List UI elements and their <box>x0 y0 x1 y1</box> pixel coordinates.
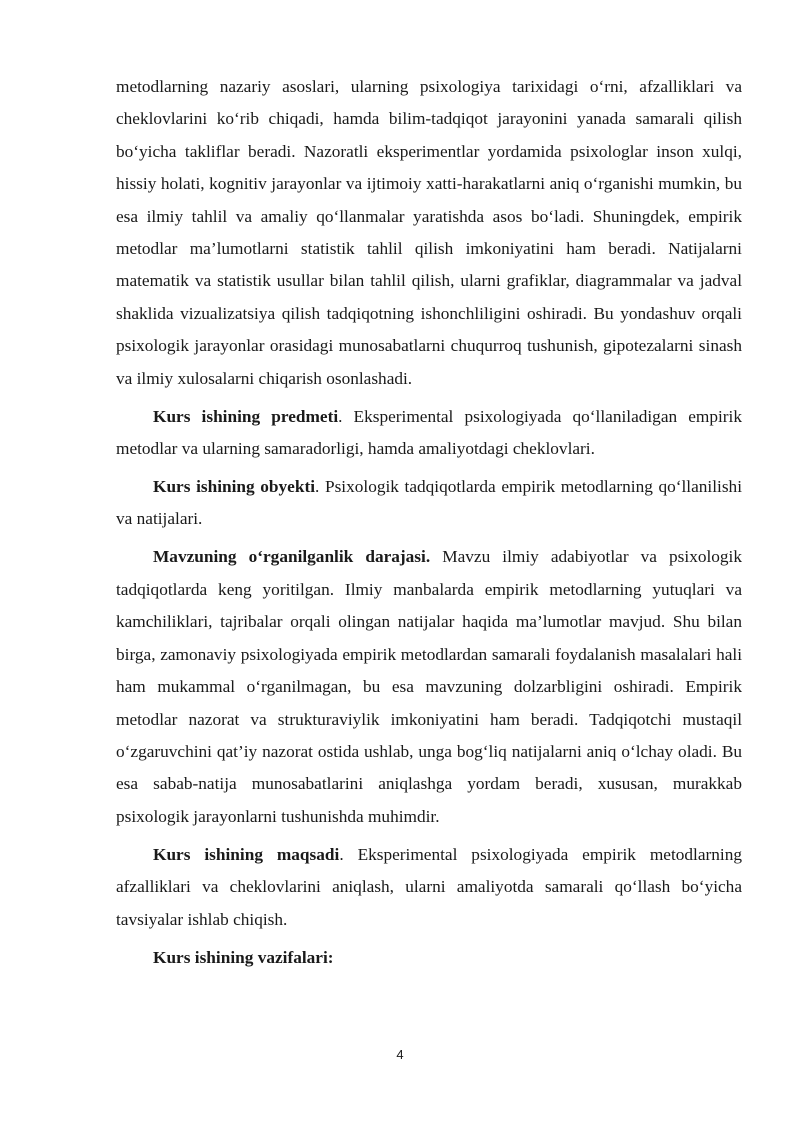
page-body <box>116 71 742 980</box>
paragraph-text: Mavzu ilmiy adabiyotlar va psixologik tadqiqotlarda keng yoritilgan. Ilmiy manbalarda empirik metodlarning yutuqlari va kamchiliklari, tajribalar orqali olingan natijalar haqida ma’lumotlar mavjud. Shu bilan birga, zamonaviy psixologiyada empirik metodlardan samarali foydalanish masalalari hali ham mukammal o‘rganilmagan, bu esa mavzuning dolzarbligini oshiradi. Empirik metodlar nazorat va strukturaviylik imkoniyatini ham beradi. Tadqiqotchi mustaqil o‘zgaruvchini qat’iy nazorat ostida ushlab, unga bog‘liq natijalarni aniq o‘lchay oladi. Bu esa sabab-natija munosabatlarini aniqlashga yordam beradi, xususan, murakkab psixologik jarayonlarni tushunishda muhimdir. <box>116 547 742 826</box>
paragraph-lead: Kurs ishining vazifalari: <box>153 947 334 967</box>
paragraph-text: . Eksperimental psixologiyada empirik metodlarning afzalliklari va cheklovlarini aniqlash, ularni amaliyotda samarali qo‘llash bo‘yicha tavsiyalar ishlab chiqish. <box>116 844 742 929</box>
paragraph-text: . Eksperimental psixologiyada qo‘llaniladigan empirik metodlar va ularning samaradorligi, hamda amaliyotdagi cheklovlari. <box>116 406 742 459</box>
paragraph-continuation <box>116 71 742 395</box>
paragraph-lead: Kurs ishining obyekti <box>153 477 316 497</box>
paragraph-subject <box>116 401 742 466</box>
paragraph-goal <box>116 839 742 936</box>
paragraph-tasks-heading <box>116 942 742 974</box>
paragraph-study-level <box>116 541 742 833</box>
paragraph-lead: Kurs ishining predmeti <box>153 406 339 426</box>
paragraph-text: metodlarning nazariy asoslari, ularning psixologiya tarixidagi o‘rni, afzalliklari va cheklovlarini ko‘rib chiqadi, hamda bilim-tadqiqot jarayonini yanada samarali qilish bo‘yicha takliflar beradi. Nazoratli eksperimentlar yordamida psixologlar inson xulqi, hissiy holati, kognitiv jarayonlar va ijtimoiy xatti-harakatlarni aniq o‘rganishi mumkin, bu esa ilmiy tahlil va amaliy qo‘llanmalar yaratishda asos bo‘ladi. Shuningdek, empirik metodlar ma’lumotlarni statistik tahlil qilish imkoniyatini ham beradi. Natijalarni matematik va statistik usullar bilan tahlil qilish, ularni grafiklar, diagrammalar va jadval shaklida vizualizatsiya qilish tadqiqotning ishonchliligini oshiradi. Bu yondashuv orqali psixologik jarayonlar orasidagi munosabatlarni chuqurroq tushunish, gipotezalarni sinash va ilmiy xulosalarni chiqarish osonlashadi. <box>116 77 742 388</box>
paragraph-lead: Kurs ishining maqsadi <box>153 844 340 864</box>
paragraph-object <box>116 471 742 536</box>
paragraph-text: . Psixologik tadqiqotlarda empirik metodlarning qo‘llanilishi va natijalari. <box>116 477 742 529</box>
paragraph-lead: Mavzuning o‘rganilganlik darajasi. <box>153 547 431 567</box>
page-number: 4 <box>396 1047 404 1062</box>
